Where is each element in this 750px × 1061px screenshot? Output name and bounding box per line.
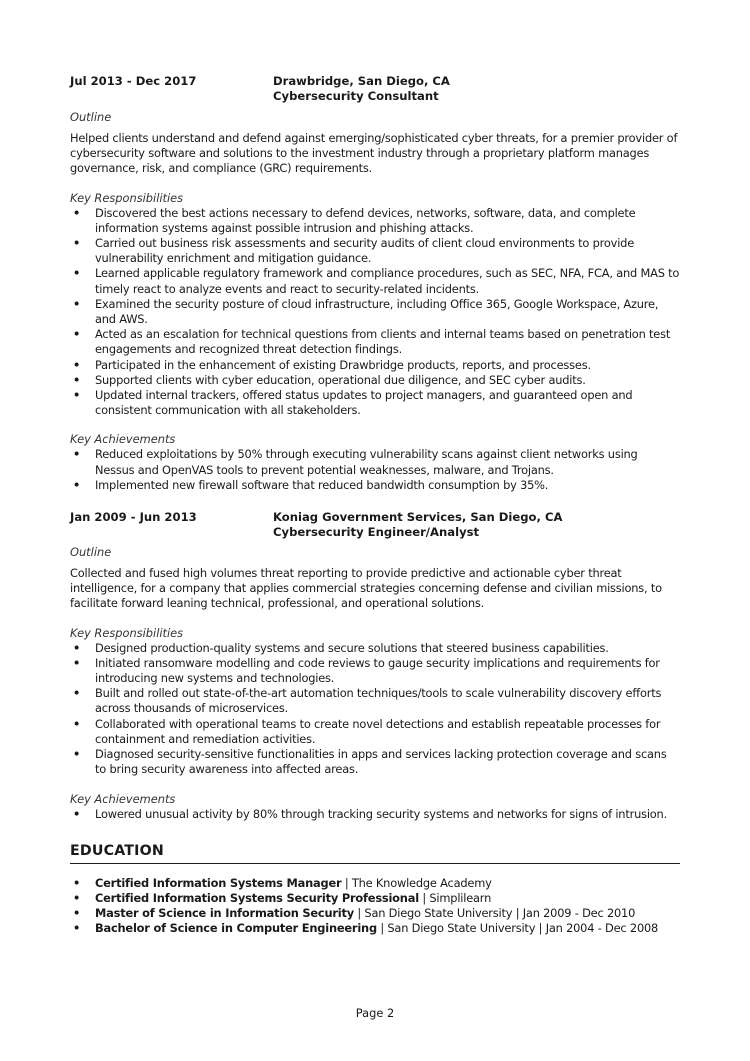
degree-details: | San Diego State University | Jan 2004 - Dec 2008 — [376, 921, 659, 936]
responsibilities-label: Key Responsibilities — [70, 190, 184, 205]
outline-label: Outline — [70, 110, 112, 124]
achievements-list — [70, 807, 680, 822]
achievements-list — [70, 447, 680, 493]
job-company: Koniag Government Services, San Diego, CA — [273, 510, 563, 525]
education-section — [70, 842, 680, 937]
responsibilities-label: Key Responsibilities — [70, 625, 184, 640]
responsibilities-list — [70, 206, 680, 419]
bullet-icon: • — [73, 747, 81, 762]
outline-text: Collected and fused high volumes threat reporting to provide predictive and actionable cyber threat intelligence, for a company that applies commercial strategies concerning defense and civilian missions, to facilitate forward leaning technical, professional, and operational solutions. — [70, 566, 662, 611]
achievements-label: Key Achievements — [70, 791, 176, 806]
list-item — [70, 921, 680, 936]
list-item — [70, 891, 680, 906]
list-item: • Initiated ransomware modelling and code reviews to gauge security implications and requirements for introducing new systems and technologies. — [73, 655, 660, 686]
bullet-icon: • — [73, 357, 81, 372]
list-item: • Discovered the best actions necessary to defend devices, networks, software, data, and complete information systems against possible intrusion and phishing attacks. — [73, 205, 636, 235]
section-title: EDUCATION — [70, 842, 164, 859]
degree-details: | The Knowledge Academy — [341, 875, 492, 890]
degree-details: | Simplilearn — [418, 890, 492, 905]
bullet-icon: • — [73, 266, 81, 281]
achievements-label: Key Achievements — [70, 432, 176, 447]
bullet-icon: • — [73, 447, 81, 462]
degree-name: Certified Information Systems Manager — [95, 875, 342, 890]
list-item: • Diagnosed security-sensitive functionalities in apps and services lacking protection coverage and scans to bring security awareness into affected areas. — [73, 747, 667, 777]
list-item: • Updated internal trackers, offered status updates to project managers, and guaranteed open and consistent communication with all stakeholders. — [73, 388, 633, 418]
job-header — [70, 74, 680, 104]
job-header — [70, 510, 680, 540]
list-item: • Collaborated with operational teams to create novel detections and establish repeatable processes for containment and remediation activities. — [73, 716, 661, 746]
job-title: Cybersecurity Engineer/Analyst — [273, 525, 480, 540]
job-dates: Jul 2013 - Dec 2017 — [70, 74, 197, 88]
bullet-icon: • — [73, 716, 81, 731]
list-item: • Carried out business risk assessments and security audits of client cloud environments to provide vulnerability enrichment and mitigation guidance. — [73, 236, 635, 266]
list-item: • Implemented new firewall software that reduced bandwidth consumption by 35%. — [73, 477, 549, 492]
bullet-icon: • — [73, 640, 81, 655]
bullet-icon: • — [73, 205, 81, 220]
list-item: • Built and rolled out state-of-the-art automation techniques/tools to scale vulnerability discovery efforts across thousands of microservices. — [73, 686, 662, 716]
list-item: • Learned applicable regulatory framework and compliance procedures, such as SEC, NFA, FCA, and MAS to timely react to analyze events and react to security-related incidents. — [73, 266, 680, 296]
list-item — [70, 906, 680, 921]
job-dates: Jan 2009 - Jun 2013 — [70, 510, 197, 525]
list-item: • Examined the security posture of cloud infrastructure, including Office 365, Google Workspace, Azure, and AWS. — [73, 296, 659, 327]
job-entry — [70, 74, 680, 493]
bullet-icon: • — [73, 655, 81, 670]
outline-label: Outline — [70, 545, 112, 560]
bullet-icon: • — [73, 477, 81, 492]
bullet-icon: • — [73, 890, 81, 905]
bullet-icon: • — [73, 296, 81, 311]
resume-page — [70, 74, 680, 937]
list-item: • Lowered unusual activity by 80% through tracking security systems and networks for signs of intrusion. — [73, 806, 667, 821]
job-title: Cybersecurity Consultant — [273, 89, 439, 103]
bullet-icon: • — [73, 686, 81, 701]
degree-name: Bachelor of Science in Computer Engineering — [95, 921, 377, 936]
bullet-icon: • — [73, 806, 81, 821]
job-entry — [70, 510, 680, 822]
job-org — [273, 510, 680, 540]
list-item — [70, 876, 680, 891]
list-item: • Acted as an escalation for technical questions from clients and internal teams based on penetration test engagements and recognized threat detection findings. — [73, 327, 671, 357]
bullet-icon: • — [73, 327, 81, 342]
list-item: • Designed production-quality systems and secure solutions that steered business capabilities. — [73, 640, 609, 655]
outline-text: Helped clients understand and defend against emerging/sophisticated cyber threats, for a premier provider of cybersecurity software and solutions to the investment industry through a proprietary platform manages governance, risk, and compliance (GRC) requirements. — [70, 131, 678, 176]
list-item: • Participated in the enhancement of existing Drawbridge products, reports, and processes. — [73, 357, 591, 372]
bullet-icon: • — [73, 388, 81, 403]
bullet-icon: • — [73, 906, 81, 921]
degree-name: Certified Information Systems Security Professional — [95, 890, 419, 905]
page-number: Page 2 — [355, 1006, 395, 1020]
list-item: • Supported clients with cyber education, operational due diligence, and SEC cyber audits. — [73, 372, 586, 387]
responsibilities-list — [70, 641, 680, 778]
education-list — [70, 876, 680, 937]
bullet-icon: • — [73, 921, 81, 936]
bullet-icon: • — [73, 875, 81, 890]
job-org — [273, 74, 680, 104]
list-item: • Reduced exploitations by 50% through executing vulnerability scans against client networks using Nessus and OpenVAS tools to prevent potential weaknesses, malware, and Trojans. — [73, 447, 638, 477]
degree-details: | San Diego State University | Jan 2009 - Dec 2010 — [353, 906, 636, 921]
degree-name: Master of Science in Information Security — [95, 906, 354, 921]
job-company: Drawbridge, San Diego, CA — [273, 74, 450, 88]
bullet-icon: • — [73, 372, 81, 387]
bullet-icon: • — [73, 236, 81, 251]
